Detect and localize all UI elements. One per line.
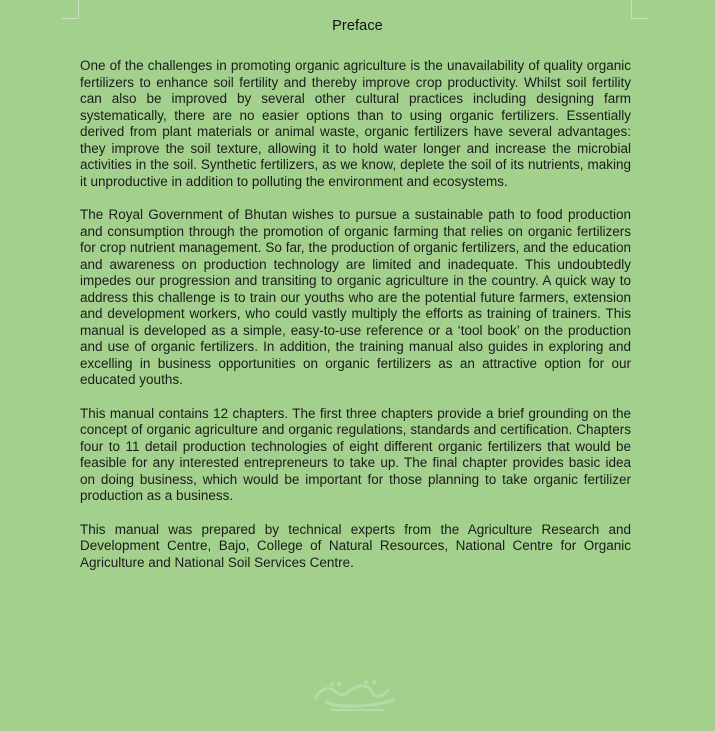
page-title: Preface [332,18,383,34]
watermark-logo-icon [308,674,406,716]
preface-body [80,58,631,588]
paragraph-4: This manual was prepared by technical experts from the Agriculture Research and Development Centre, Bajo, College of Natural Resources, National Centre for Organic Agriculture and National Soil Services Centre. [80,521,631,570]
paragraph-2: The Royal Government of Bhutan wishes to pursue a sustainable path to food production and consumption through the promotion of organic farming that relies on organic fertilizers for crop nutrient management. So far, the production of organic fertilizers, and the education and awareness on production technology are limited and inadequate. This undoubtedly impedes our progression and transiting to organic agriculture in the country. A quick way to address this challenge is to train our youths who are the potential future farmers, extension and development workers, who could vastly multiply the efforts as training of trainers. This manual is developed as a simple, easy-to-use reference or a ‘tool book’ on the production and use of organic fertilizers. In addition, the training manual also guides in exploring and excelling in business opportunities on organic fertilizers as an attractive option for our educated youths. [80,207,631,387]
paragraph-1: One of the challenges in promoting organic agriculture is the unavailability of quality organic fertilizers to enhance soil fertility and thereby improve crop productivity. Whilst soil fertility can also be improved by several other cultural practices including designing farm systematically, there are no easier options than to using organic fertilizers. Essentially derived from plant materials or animal waste, organic fertilizers have several advantages: they improve the soil texture, allowing it to hold water longer and increase the microbial activities in the soil. Synthetic fertilizers, as we know, deplete the soil of its nutrients, making it unproductive in addition to polluting the environment and ecosystems. [80,58,631,189]
paragraph-3: This manual contains 12 chapters. The first three chapters provide a brief grounding on the concept of organic agriculture and organic regulations, standards and certification. Chapters four to 11 detail production technologies of eight different organic fertilizers that would be feasible for any interested entrepreneurs to take up. The final chapter provides basic idea on doing business, which would be important for those planning to take organic fertilizer production as a business. [80,405,631,503]
